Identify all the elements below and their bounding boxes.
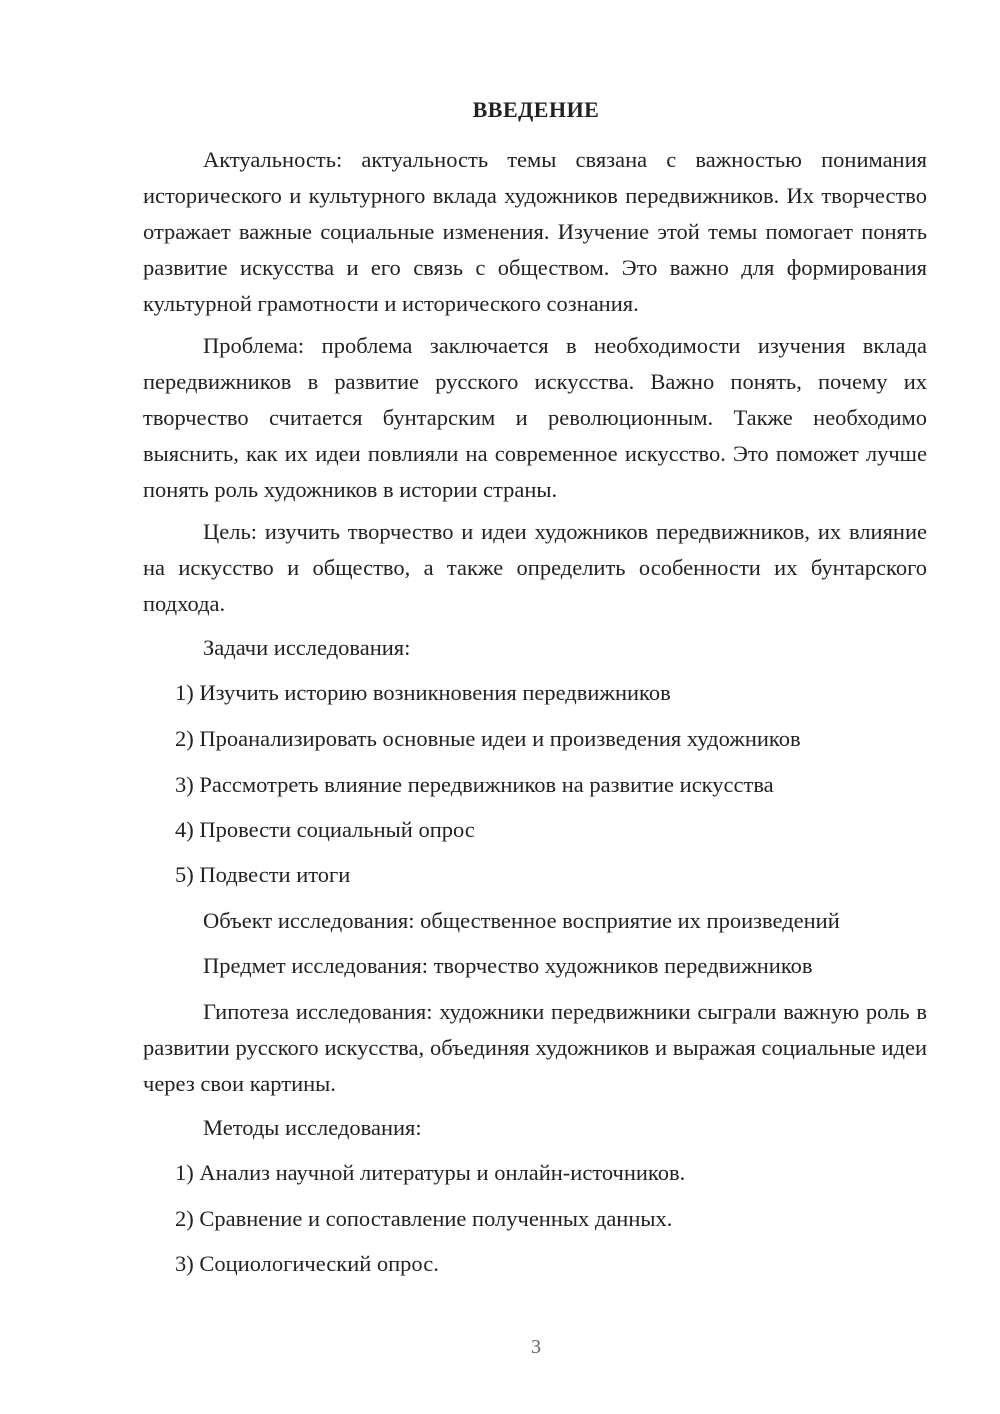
task-item: 5) Подвести итоги (175, 862, 351, 887)
page-title: ВВЕДЕНИЕ (472, 97, 600, 122)
method-item: 3) Социологический опрос. (175, 1251, 439, 1276)
method-item: 2) Сравнение и сопоставление полученных данных. (175, 1206, 673, 1231)
methods-heading: Методы исследования: (203, 1115, 422, 1140)
task-item: 2) Проанализировать основные идеи и произведения художников (175, 726, 801, 751)
tasks-heading: Задачи исследования: (203, 635, 411, 660)
relevance-paragraph: Актуальность: актуальность темы связана с важностью понимания исторического и культурного вклада художников передвижников. Их творчество отражает важные социальные изменения. Изучение этой темы помогает понять развитие искусства и его связь с обществом. Это важно для формирования культурной грамотности и исторического сознания. (143, 147, 927, 316)
problem-paragraph: Проблема: проблема заключается в необходимости изучения вклада передвижников в развитие русского искусства. Важно понять, почему их творчество считается бунтарским и революционным. Также необходимо выяснить, как их идеи повлияли на современное искусство. Это поможет лучше понять роль художников в истории страны. (143, 333, 927, 502)
task-item: 4) Провести социальный опрос (175, 817, 475, 842)
page-number: 3 (531, 1336, 541, 1358)
goal-paragraph: Цель: изучить творчество и идеи художников передвижников, их влияние на искусство и общество, а также определить особенности их бунтарского подхода. (143, 519, 927, 616)
hypothesis-paragraph: Гипотеза исследования: художники передвижники сыграли важную роль в развитии русского искусства, объединяя художников и выражая социальные идеи через свои картины. (143, 999, 927, 1096)
method-item: 1) Анализ научной литературы и онлайн-источников. (175, 1160, 686, 1185)
research-subject: Предмет исследования: творчество художников передвижников (203, 953, 813, 978)
task-item: 1) Изучить историю возникновения передвижников (175, 680, 671, 705)
task-item: 3) Рассмотреть влияние передвижников на развитие искусства (175, 772, 774, 797)
research-object: Объект исследования: общественное восприятие их произведений (203, 908, 840, 933)
